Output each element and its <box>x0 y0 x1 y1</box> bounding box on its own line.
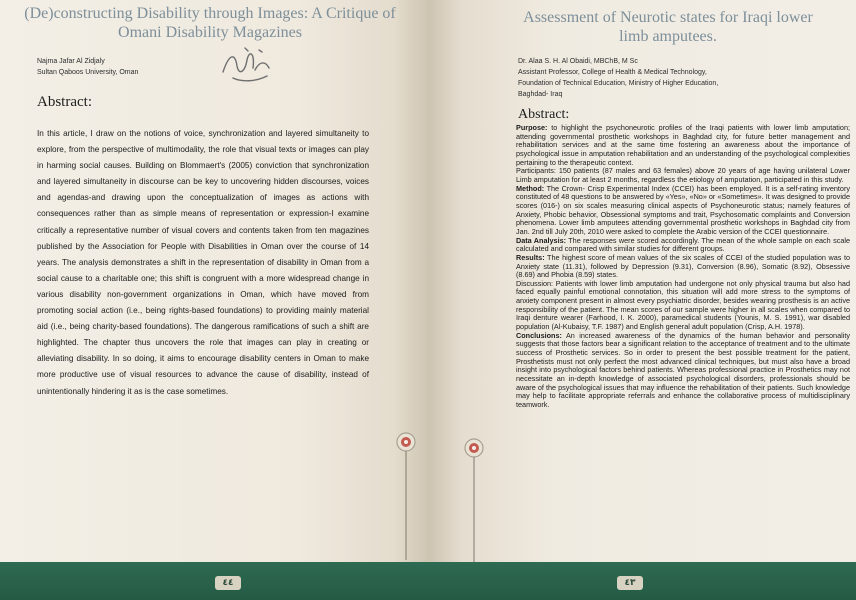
right-footer-band <box>428 562 856 600</box>
section-label: Purpose: <box>516 123 548 132</box>
left-author-block <box>37 56 138 78</box>
abstract-paragraph <box>516 254 850 280</box>
right-abstract-heading: Abstract: <box>518 107 570 122</box>
right-author-line: Baghdad- Iraq <box>518 91 563 98</box>
left-abstract-heading: Abstract: <box>37 94 92 110</box>
left-author-affiliation: Sultan Qaboos University, Oman <box>37 69 139 76</box>
handwritten-signature <box>215 42 275 87</box>
section-text: The highest score of mean values of the six scales of CCEI of the studied population was to Anxiety state (11.31), followed by Depression (9.31), Conversion (8.96), Somatic (8.92), Obsessive (8.69) and Phobia (8.59) states. <box>516 252 850 280</box>
abstract-paragraph <box>516 332 850 410</box>
left-abstract-body: In this article, I draw on the notions of voice, synchronization and layered simultaneity to explore, from the perspective of multimodality, the role that visual texts or images can play in harming social causes. Building on Blommaert's (2005) conviction that synchronization and layered simultaneity in discourse can be key to uncovering hidden discourses, voices and agendas-and drawing upon the conceptualization of images as actions with consequences rather than as simple means of representation or expression-I examine critically a representative number of visual covers and contents taken from ten magazines published by the Association for People with Disabilities in Oman over the course of 14 years. The analysis demonstrates a shift in the representation of disability in Oman from a social cause to a charitable one; this shift is congruent with a more widespread change in various disability non-government organizations in Oman, which have moved from promoting social action (i.e., being rights-based foundations) to providing mainly material aid (i.e., being charity-based foundations). The dangerous ramifications of such a shift are highlighted. The chapter thus uncovers the role that images can play in creating or alleviating disability. In so doing, it aims to encourage disability centers in Oman to make more productive use of visual resources to advance the cause of disability, instead of unintentionally hindering it as is the case sometimes. <box>37 129 369 396</box>
left-footer-band <box>0 562 428 600</box>
right-author-block <box>518 56 718 100</box>
section-text: The responses were scored accordingly. The mean of the whole sample on each scale calculated and compared with similar studies for different groups. <box>516 235 850 254</box>
ornament-pendant-icon <box>462 436 486 566</box>
abstract-paragraph <box>516 124 850 167</box>
right-author-line: Assistant Professor, College of Health & Medical Technology, <box>518 69 707 76</box>
right-page-number: ٤٣ <box>617 576 643 590</box>
left-page-number: ٤٤ <box>215 576 241 590</box>
section-label: Method: <box>516 183 545 193</box>
right-abstract-body <box>516 124 850 410</box>
section-text: Discussion: Patients with lower limb amputation had undergone not only physical trauma but also had faced equally painful emotional connotation, this situation will add more stress to the symptoms of anxiety component present in almost every psychiatric disorder, besides wearing prosthesis is an active responsibility of the patient. The mean scores of our sample were higher in all scales when compared to Iraqi denture wearer (Farhood, I. K. 2000), paramedical students (Younis, M. S. 1991), war disabled population (Al-Kubaisy, T.F. 1987) and English general adult population (Crisp, A.H. 1978). <box>516 278 850 332</box>
left-article-title: (De)constructing Disability through Images: A Critique of Omani Disability Magazines <box>24 5 396 41</box>
section-label: Conclusions: <box>516 330 562 340</box>
section-label: Results: <box>516 252 545 262</box>
right-article-title: Assessment of Neurotic states for Iraqi lower limb amputees. <box>523 9 813 45</box>
section-text: Participants: 150 patients (87 males and 63 females) above 20 years of age having unilateral Lower Limb amputation for at least 2 months, regardless the etiology of amputation, participated in this study. <box>516 166 850 184</box>
abstract-paragraph <box>516 280 850 332</box>
section-label: Data Analysis: <box>516 235 567 245</box>
right-author-line: Foundation of Technical Education, Ministry of Higher Education, <box>518 80 719 87</box>
left-author-name: Najma Jafar Al Zidjaly <box>37 58 105 65</box>
abstract-paragraph <box>516 237 850 254</box>
section-text: An increased awareness of the dynamics of the human behavior and personality suggests that those factors bear a significant relation to the acceptance of treatment and to the ultimate success of Prosthetic services. So in order to present the best possible treatment for the patient, Prosthetists must not only perfect the most advanced clinical techniques, but must also have a broad insight into psychological factors behind patients. Whereas professional practice in Prosthetics may not necessitate an in-depth knowledge of associated psychological disorders, professionals should be aware of the psychological issues that may influence the rehabilitation of their patients. Such knowledge may help to facilitate appropriate referrals and enhance the collaborative process of multidisciplinary teamwork. <box>516 330 850 409</box>
section-text: The Crown- Crisp Experimental Index (CCEI) has been employed. It is a self-rating inventory constituted of 48 questions to be answered by «Yes», «No» or «Sometimes». It was designed to provide scores (016-) on six scales measuring clinical aspects of Psychoneurotic status; namely features of Anxiety, Phobic behavior, Obsessional symptoms and trait, Psychosomatic complaints and Conversion phenomena. Lower limb amputees attending governmental prosthetic workshops in Baghdad city from Jan. 2nd till July 20th, 2010 were asked to complete the Arabic version of the CCEI questionnaire. <box>516 183 850 236</box>
section-text: to highlight the psychoneurotic profiles of the Iraqi patients with lower limb amputation; attending governmental prosthetic workshops in Baghdad city, for future better management and rehabilitation services and at the same time fostering an awareness about the importance of psychological issue in amputation rehabilitation and an understanding of the psychological complexities pertaining to the therapeutic context. <box>516 123 850 167</box>
ornament-pendant-icon <box>394 430 418 560</box>
right-author-line: Dr. Alaa S. H. Al Obaidi, MBChB, M Sc <box>518 58 638 65</box>
right-page <box>428 0 856 600</box>
abstract-paragraph <box>516 167 850 184</box>
abstract-paragraph <box>516 185 850 237</box>
